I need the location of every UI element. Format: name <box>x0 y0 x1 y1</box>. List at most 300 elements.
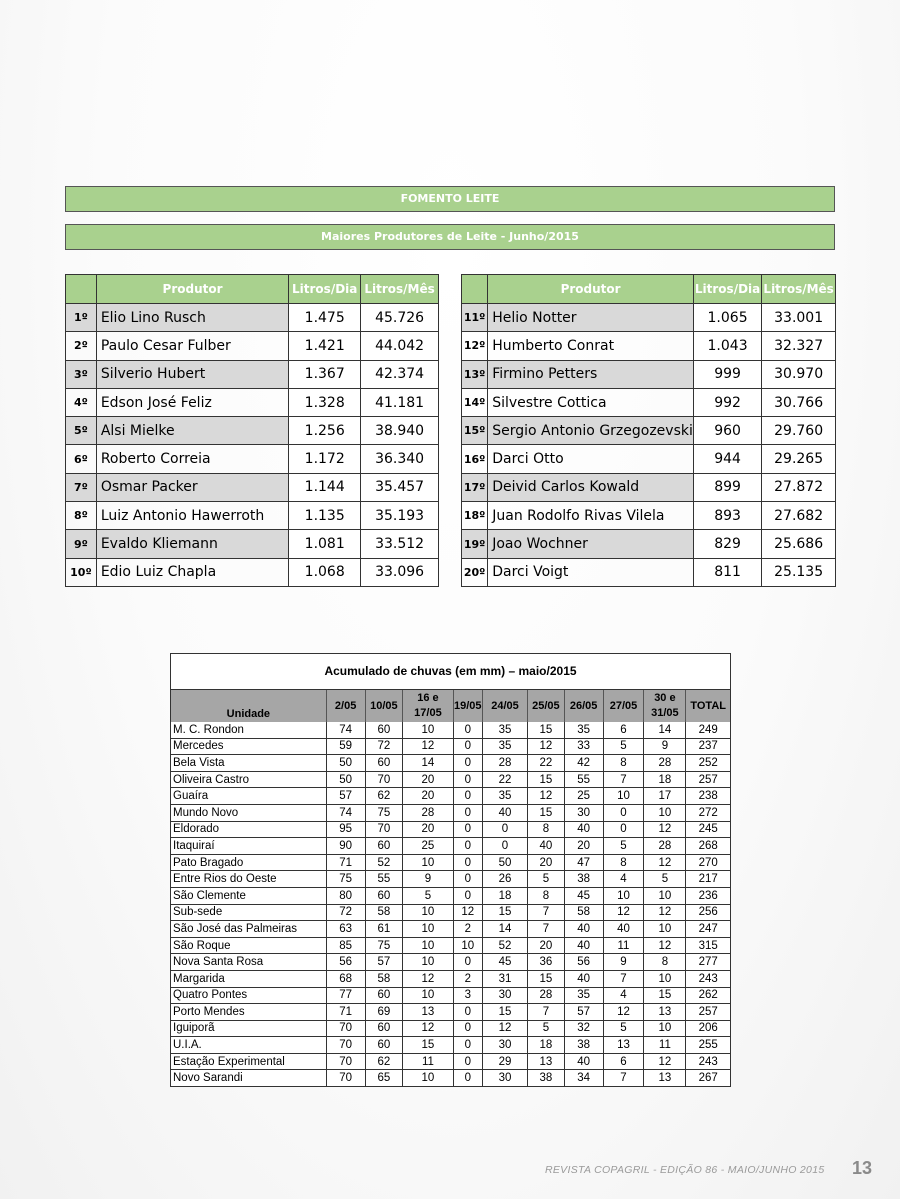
rain-value: 18 <box>482 887 527 904</box>
producer-rank: 18º <box>462 502 488 530</box>
rain-value: 40 <box>528 838 565 855</box>
rain-total: 257 <box>686 771 730 788</box>
rain-value: 60 <box>365 987 403 1004</box>
litros-mes-header: Litros/Mês <box>361 275 439 304</box>
rain-value: 55 <box>365 871 403 888</box>
rain-value: 74 <box>326 722 365 738</box>
rain-value: 4 <box>603 987 644 1004</box>
unit-name: Nova Santa Rosa <box>171 954 326 971</box>
rain-value: 2 <box>453 970 482 987</box>
rain-value: 0 <box>603 821 644 838</box>
rain-value: 40 <box>603 921 644 938</box>
unit-name: São Clemente <box>171 887 326 904</box>
rain-value: 20 <box>528 937 565 954</box>
rain-value: 0 <box>453 722 482 738</box>
rain-value: 28 <box>644 755 686 772</box>
rain-total: 262 <box>686 987 730 1004</box>
litros-mes: 25.686 <box>762 530 836 558</box>
rain-value: 20 <box>403 821 453 838</box>
rain-value: 52 <box>365 854 403 871</box>
rain-value: 60 <box>365 722 403 738</box>
rain-total: 245 <box>686 821 730 838</box>
producer-row <box>462 530 836 558</box>
rainfall-header-row <box>171 690 730 722</box>
litros-mes: 44.042 <box>361 332 439 360</box>
rain-value: 15 <box>528 970 565 987</box>
rain-value: 95 <box>326 821 365 838</box>
rain-value: 10 <box>403 722 453 738</box>
rain-value: 10 <box>403 904 453 921</box>
rain-value: 70 <box>326 1020 365 1037</box>
litros-dia: 999 <box>693 360 761 388</box>
rain-value: 40 <box>482 804 527 821</box>
rain-value: 60 <box>365 887 403 904</box>
rain-value: 0 <box>453 1020 482 1037</box>
producer-row <box>66 473 439 501</box>
producer-rank: 14º <box>462 388 488 416</box>
rain-value: 10 <box>403 921 453 938</box>
rain-value: 10 <box>644 1020 686 1037</box>
litros-dia: 960 <box>693 417 761 445</box>
rain-value: 8 <box>603 755 644 772</box>
rain-value: 0 <box>453 788 482 805</box>
litros-mes: 33.512 <box>361 530 439 558</box>
litros-dia: 944 <box>693 445 761 473</box>
litros-mes: 33.001 <box>762 304 836 332</box>
rain-value: 80 <box>326 887 365 904</box>
rain-value: 10 <box>403 987 453 1004</box>
rain-total: 315 <box>686 937 730 954</box>
rain-value: 12 <box>403 1020 453 1037</box>
rain-value: 62 <box>365 1053 403 1070</box>
date-header: 30 e 31/05 <box>644 690 686 722</box>
rain-value: 17 <box>644 788 686 805</box>
producers-header-row <box>462 275 836 304</box>
rain-value: 20 <box>403 771 453 788</box>
rain-value: 25 <box>564 788 603 805</box>
rain-total: 236 <box>686 887 730 904</box>
unit-name: Mundo Novo <box>171 804 326 821</box>
unit-name: Sub-sede <box>171 904 326 921</box>
litros-mes: 27.682 <box>762 502 836 530</box>
rain-value: 65 <box>365 1070 403 1086</box>
rainfall-row <box>171 821 730 838</box>
date-header: 26/05 <box>564 690 603 722</box>
rain-value: 57 <box>365 954 403 971</box>
rain-value: 12 <box>403 970 453 987</box>
rain-value: 42 <box>564 755 603 772</box>
rain-value: 12 <box>644 821 686 838</box>
rain-value: 12 <box>482 1020 527 1037</box>
rain-value: 72 <box>326 904 365 921</box>
rain-value: 10 <box>644 887 686 904</box>
rain-value: 50 <box>326 771 365 788</box>
rain-value: 35 <box>482 722 527 738</box>
unit-name: Entre Rios do Oeste <box>171 871 326 888</box>
footer-text: REVISTA COPAGRIL - EDIÇÃO 86 - MAIO/JUNHO 2015 <box>545 1164 825 1176</box>
rain-value: 12 <box>453 904 482 921</box>
rain-value: 62 <box>365 788 403 805</box>
rain-value: 35 <box>482 788 527 805</box>
litros-dia: 992 <box>693 388 761 416</box>
date-header: 19/05 <box>453 690 482 722</box>
rain-value: 12 <box>644 1053 686 1070</box>
rain-value: 47 <box>564 854 603 871</box>
rainfall-row <box>171 987 730 1004</box>
rain-value: 0 <box>453 755 482 772</box>
rain-total: 255 <box>686 1037 730 1054</box>
rain-value: 60 <box>365 1020 403 1037</box>
rain-value: 22 <box>482 771 527 788</box>
rain-value: 60 <box>365 755 403 772</box>
subtitle-bar <box>65 224 835 250</box>
producer-rank: 17º <box>462 473 488 501</box>
rain-value: 58 <box>365 970 403 987</box>
rain-value: 10 <box>644 921 686 938</box>
litros-mes: 36.340 <box>361 445 439 473</box>
unit-name: Margarida <box>171 970 326 987</box>
producer-name: Luiz Antonio Hawerroth <box>96 502 288 530</box>
rain-value: 38 <box>564 1037 603 1054</box>
rain-total: 243 <box>686 1053 730 1070</box>
rain-value: 56 <box>564 954 603 971</box>
unit-name: Porto Mendes <box>171 1004 326 1021</box>
rain-value: 77 <box>326 987 365 1004</box>
rain-value: 14 <box>403 755 453 772</box>
rain-value: 0 <box>453 738 482 755</box>
producer-rank: 15º <box>462 417 488 445</box>
rainfall-row <box>171 887 730 904</box>
rainfall-row <box>171 937 730 954</box>
rain-value: 7 <box>603 1070 644 1086</box>
rainfall-row <box>171 970 730 987</box>
rain-value: 75 <box>365 937 403 954</box>
litros-dia: 1.135 <box>289 502 361 530</box>
producers-header-row <box>66 275 439 304</box>
rain-value: 70 <box>365 821 403 838</box>
rain-value: 15 <box>403 1037 453 1054</box>
rain-total: 267 <box>686 1070 730 1086</box>
producer-rank: 5º <box>66 417 97 445</box>
producer-name: Sergio Antonio Grzegozevski <box>488 417 694 445</box>
producer-row <box>66 445 439 473</box>
rainfall-row <box>171 904 730 921</box>
rain-value: 3 <box>453 987 482 1004</box>
producer-name: Elio Lino Rusch <box>96 304 288 332</box>
producer-name: Roberto Correia <box>96 445 288 473</box>
unit-name: M. C. Rondon <box>171 722 326 738</box>
rain-value: 50 <box>326 755 365 772</box>
rain-value: 35 <box>482 738 527 755</box>
unit-name: Guaíra <box>171 788 326 805</box>
unit-name: Eldorado <box>171 821 326 838</box>
rain-value: 7 <box>528 1004 565 1021</box>
producer-name: Firmino Petters <box>488 360 694 388</box>
litros-dia: 1.328 <box>289 388 361 416</box>
unit-name: São Roque <box>171 937 326 954</box>
rain-value: 70 <box>326 1070 365 1086</box>
rain-value: 29 <box>482 1053 527 1070</box>
subtitle: Maiores Produtores de Leite - Junho/2015 <box>321 230 579 243</box>
litros-dia: 1.065 <box>693 304 761 332</box>
rain-value: 70 <box>326 1053 365 1070</box>
rain-value: 0 <box>603 804 644 821</box>
rain-value: 20 <box>564 838 603 855</box>
producer-name: Evaldo Kliemann <box>96 530 288 558</box>
rain-value: 8 <box>528 887 565 904</box>
producer-row <box>462 558 836 586</box>
unit-name: Pato Bragado <box>171 854 326 871</box>
litros-dia: 811 <box>693 558 761 586</box>
rain-value: 0 <box>453 1070 482 1086</box>
litros-dia: 899 <box>693 473 761 501</box>
producer-rank: 10º <box>66 558 97 586</box>
rain-value: 5 <box>644 871 686 888</box>
unit-name: Bela Vista <box>171 755 326 772</box>
rain-value: 75 <box>326 871 365 888</box>
rain-value: 10 <box>644 804 686 821</box>
rain-total: 238 <box>686 788 730 805</box>
rain-value: 22 <box>528 755 565 772</box>
rain-value: 2 <box>453 921 482 938</box>
litros-dia: 1.256 <box>289 417 361 445</box>
rain-value: 0 <box>453 871 482 888</box>
rainfall-row <box>171 1037 730 1054</box>
rain-value: 33 <box>564 738 603 755</box>
unit-name: Itaquiraí <box>171 838 326 855</box>
producer-rank: 19º <box>462 530 488 558</box>
litros-mes: 25.135 <box>762 558 836 586</box>
rainfall-row <box>171 788 730 805</box>
litros-dia-header: Litros/Dia <box>289 275 361 304</box>
rain-value: 57 <box>564 1004 603 1021</box>
rain-value: 18 <box>644 771 686 788</box>
rain-total: 247 <box>686 921 730 938</box>
section-title-bar <box>65 186 835 212</box>
rain-value: 72 <box>365 738 403 755</box>
rain-value: 10 <box>403 937 453 954</box>
rain-value: 5 <box>528 871 565 888</box>
rain-value: 30 <box>482 1037 527 1054</box>
litros-mes: 29.265 <box>762 445 836 473</box>
producer-row <box>66 388 439 416</box>
rain-value: 85 <box>326 937 365 954</box>
litros-mes: 45.726 <box>361 304 439 332</box>
rain-value: 10 <box>403 954 453 971</box>
rain-value: 28 <box>403 804 453 821</box>
rain-value: 71 <box>326 1004 365 1021</box>
rain-value: 10 <box>603 887 644 904</box>
litros-mes: 29.760 <box>762 417 836 445</box>
date-header: 16 e 17/05 <box>403 690 453 722</box>
rain-value: 90 <box>326 838 365 855</box>
rain-value: 30 <box>564 804 603 821</box>
producer-name: Helio Notter <box>488 304 694 332</box>
rain-value: 6 <box>603 722 644 738</box>
rain-total: 206 <box>686 1020 730 1037</box>
producer-name: Edson José Feliz <box>96 388 288 416</box>
unit-name: U.I.A. <box>171 1037 326 1054</box>
producer-rank: 8º <box>66 502 97 530</box>
rainfall-row <box>171 854 730 871</box>
producer-row <box>66 417 439 445</box>
rain-value: 4 <box>603 871 644 888</box>
rainfall-row <box>171 722 730 738</box>
litros-dia: 1.172 <box>289 445 361 473</box>
litros-mes: 35.193 <box>361 502 439 530</box>
rain-value: 13 <box>644 1004 686 1021</box>
producer-name: Silvestre Cottica <box>488 388 694 416</box>
litros-mes: 38.940 <box>361 417 439 445</box>
rain-value: 0 <box>453 1004 482 1021</box>
rain-value: 10 <box>453 937 482 954</box>
rain-total: 249 <box>686 722 730 738</box>
rain-value: 18 <box>528 1037 565 1054</box>
date-header: 25/05 <box>528 690 565 722</box>
rain-value: 12 <box>603 904 644 921</box>
producer-row <box>66 558 439 586</box>
producer-row <box>462 473 836 501</box>
rain-value: 10 <box>644 970 686 987</box>
producer-row <box>462 388 836 416</box>
rain-value: 9 <box>644 738 686 755</box>
producer-name: Darci Voigt <box>488 558 694 586</box>
date-header: 27/05 <box>603 690 644 722</box>
rain-value: 28 <box>482 755 527 772</box>
rain-value: 38 <box>564 871 603 888</box>
rain-value: 5 <box>603 838 644 855</box>
rainfall-row <box>171 804 730 821</box>
rain-value: 5 <box>603 738 644 755</box>
producers-table-right <box>461 274 836 587</box>
rain-value: 0 <box>482 838 527 855</box>
producer-name: Deivid Carlos Kowald <box>488 473 694 501</box>
rain-value: 13 <box>403 1004 453 1021</box>
producer-name: Edio Luiz Chapla <box>96 558 288 586</box>
producer-rank: 4º <box>66 388 97 416</box>
rain-value: 45 <box>564 887 603 904</box>
rain-value: 34 <box>564 1070 603 1086</box>
producer-rank: 7º <box>66 473 97 501</box>
rain-value: 28 <box>644 838 686 855</box>
rain-value: 68 <box>326 970 365 987</box>
producer-row <box>462 360 836 388</box>
rain-value: 61 <box>365 921 403 938</box>
rain-value: 11 <box>644 1037 686 1054</box>
producer-row <box>66 360 439 388</box>
litros-dia: 1.421 <box>289 332 361 360</box>
rain-value: 35 <box>564 987 603 1004</box>
producers-table-left <box>65 274 439 587</box>
rain-value: 0 <box>453 1053 482 1070</box>
rain-value: 0 <box>453 821 482 838</box>
litros-dia: 893 <box>693 502 761 530</box>
rain-total: 217 <box>686 871 730 888</box>
rainfall-row <box>171 921 730 938</box>
rain-total: 272 <box>686 804 730 821</box>
rain-total: 252 <box>686 755 730 772</box>
rainfall-row <box>171 1070 730 1086</box>
rain-value: 13 <box>603 1037 644 1054</box>
rain-value: 0 <box>453 854 482 871</box>
rain-value: 9 <box>403 871 453 888</box>
date-header: 10/05 <box>365 690 403 722</box>
producer-row <box>462 417 836 445</box>
rain-value: 30 <box>482 987 527 1004</box>
rain-total: 257 <box>686 1004 730 1021</box>
unit-name: São José das Palmeiras <box>171 921 326 938</box>
rain-value: 10 <box>603 788 644 805</box>
rain-total: 237 <box>686 738 730 755</box>
rain-value: 5 <box>603 1020 644 1037</box>
rain-value: 0 <box>453 887 482 904</box>
litros-dia: 829 <box>693 530 761 558</box>
litros-mes: 30.766 <box>762 388 836 416</box>
rain-total: 243 <box>686 970 730 987</box>
rain-value: 6 <box>603 1053 644 1070</box>
litros-mes: 32.327 <box>762 332 836 360</box>
rain-value: 12 <box>603 1004 644 1021</box>
litros-dia: 1.367 <box>289 360 361 388</box>
rain-value: 7 <box>603 970 644 987</box>
producer-rank: 11º <box>462 304 488 332</box>
rain-value: 52 <box>482 937 527 954</box>
rain-value: 0 <box>453 954 482 971</box>
litros-mes: 33.096 <box>361 558 439 586</box>
producer-rank: 3º <box>66 360 97 388</box>
producer-name: Darci Otto <box>488 445 694 473</box>
rain-value: 12 <box>644 904 686 921</box>
rain-value: 70 <box>365 771 403 788</box>
rainfall-row <box>171 954 730 971</box>
producer-name: Silverio Hubert <box>96 360 288 388</box>
page-number: 13 <box>852 1158 873 1178</box>
rain-value: 32 <box>564 1020 603 1037</box>
litros-dia: 1.081 <box>289 530 361 558</box>
rain-value: 60 <box>365 838 403 855</box>
rain-value: 8 <box>644 954 686 971</box>
rain-value: 59 <box>326 738 365 755</box>
rain-total: 268 <box>686 838 730 855</box>
unit-name: Iguiporã <box>171 1020 326 1037</box>
unit-name: Oliveira Castro <box>171 771 326 788</box>
rain-value: 11 <box>603 937 644 954</box>
rain-value: 10 <box>403 1070 453 1086</box>
unit-name: Estação Experimental <box>171 1053 326 1070</box>
rain-value: 63 <box>326 921 365 938</box>
rain-value: 25 <box>403 838 453 855</box>
rain-value: 31 <box>482 970 527 987</box>
rain-value: 71 <box>326 854 365 871</box>
rain-value: 8 <box>528 821 565 838</box>
producer-name: Paulo Cesar Fulber <box>96 332 288 360</box>
litros-dia: 1.475 <box>289 304 361 332</box>
rain-value: 45 <box>482 954 527 971</box>
rainfall-title: Acumulado de chuvas (em mm) – maio/2015 <box>171 654 730 690</box>
rain-value: 20 <box>528 854 565 871</box>
producer-row <box>462 304 836 332</box>
rain-value: 13 <box>528 1053 565 1070</box>
litros-dia: 1.144 <box>289 473 361 501</box>
rain-value: 0 <box>453 1037 482 1054</box>
rain-value: 28 <box>528 987 565 1004</box>
rain-value: 56 <box>326 954 365 971</box>
rank-header <box>66 275 97 304</box>
produtor-header: Produtor <box>96 275 288 304</box>
rain-value: 57 <box>326 788 365 805</box>
rain-value: 0 <box>453 838 482 855</box>
litros-mes: 35.457 <box>361 473 439 501</box>
